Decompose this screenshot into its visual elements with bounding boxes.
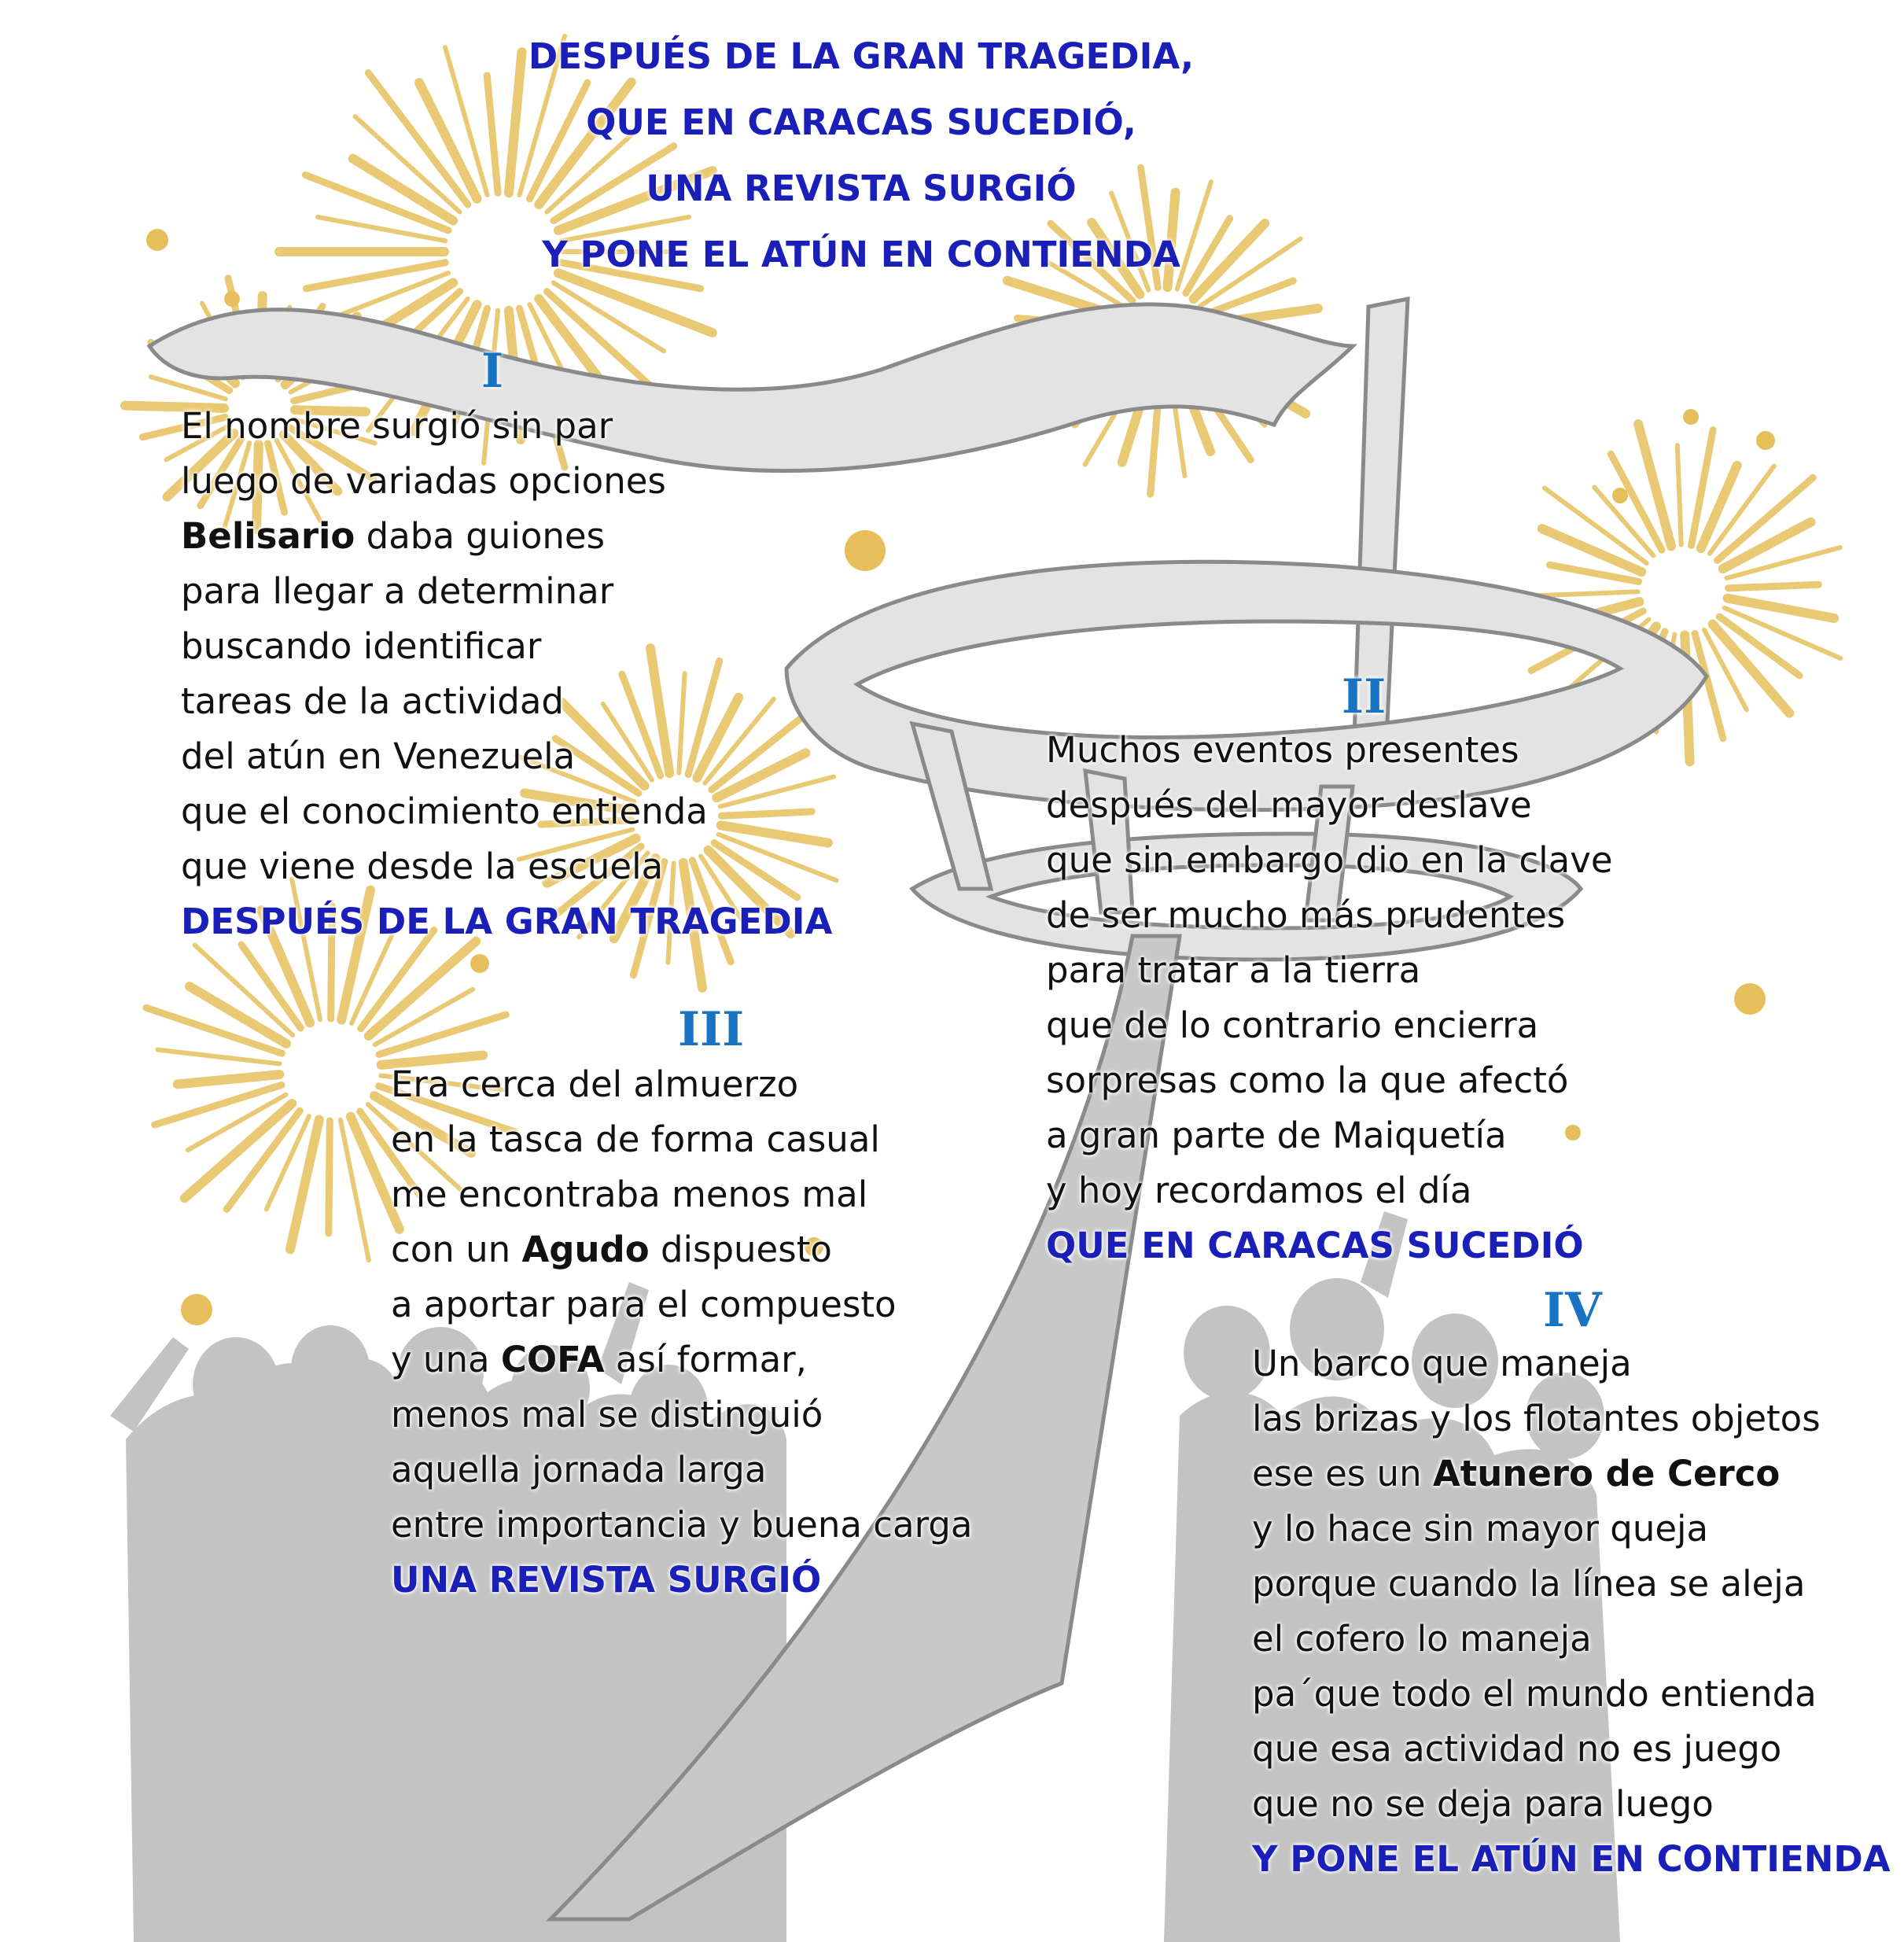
stanza-refrain: QUE EN CARACAS SUCEDIÓ [1046,1225,1584,1266]
verse-text: sorpresas como la que afectó [1046,1059,1569,1101]
stanza-numeral-iv: IV [1543,1283,1602,1338]
verse-line [391,1167,972,1222]
verse-text: aquella jornada larga [391,1449,767,1491]
verse-line [181,454,832,509]
verse-text: que esa actividad no es juego [1252,1728,1782,1770]
verse-line [181,784,832,839]
verse-line [1046,1108,1613,1163]
verse-text: después del mayor deslave [1046,784,1532,826]
verse-line [1252,1336,1891,1391]
verse-text: a aportar para el compuesto [391,1284,897,1325]
verse-text: para llegar a determinar [181,570,614,612]
verse-text: de ser mucho más prudentes [1046,894,1566,936]
stanza-iii [391,1057,972,1608]
verse-line [1252,1446,1891,1502]
confetti-dot [181,1294,212,1325]
intro-line: QUE EN CARACAS SUCEDIÓ, [586,101,1136,143]
verse-line [391,1498,972,1553]
verse-text: con un [391,1229,522,1270]
verse-text: y lo hace sin mayor queja [1252,1508,1709,1550]
verse-text: Era cerca del almuerzo [391,1063,799,1105]
verse-text: Muchos eventos presentes [1046,729,1519,771]
verse-text: a gran parte de Maiquetía [1046,1115,1507,1156]
stanza-ii [1046,723,1613,1273]
verse-text: el cofero lo maneja [1252,1618,1592,1660]
verse-text: buscando identificar [181,625,542,667]
stanza-i [181,399,832,949]
verse-text: ese es un [1252,1453,1433,1494]
verse-line [391,1387,972,1443]
verse-line [1252,1502,1891,1557]
verse-line [391,1222,972,1277]
verse-text: las brizas y los flotantes objetos [1252,1398,1821,1439]
stanza-refrain: DESPUÉS DE LA GRAN TRAGEDIA [181,901,833,942]
verse-line [181,729,832,784]
verse-bold-name: Agudo [521,1229,650,1270]
verse-text: pa´que todo el mundo entienda [1252,1673,1817,1715]
confetti-dot [1683,409,1699,425]
intro-heading [0,24,1722,288]
verse-line [181,564,832,619]
verse-text: que el conocimiento entienda [181,790,708,832]
verse-line [391,1277,972,1332]
verse-text: entre importancia y buena carga [391,1504,973,1546]
verse-text: Un barco que maneja [1252,1343,1632,1384]
verse-line [1252,1667,1891,1722]
verse-text: porque cuando la línea se aleja [1252,1563,1806,1605]
verse-text: que viene desde la escuela [181,846,664,887]
verse-text: que no se deja para luego [1252,1783,1714,1825]
verse-text: daba guiones [355,515,606,557]
verse-text: para tratar a la tierra [1046,949,1421,991]
verse-text: que sin embargo dio en la clave [1046,839,1613,881]
verse-line [1046,1163,1613,1218]
verse-bold-name: Belisario [181,515,355,557]
verse-line [1252,1777,1891,1832]
verse-line [181,399,832,454]
verse-line [1046,723,1613,778]
verse-line [1046,943,1613,998]
verse-line [1046,1053,1613,1108]
verse-line [181,839,832,894]
verse-line [391,1112,972,1167]
verse-text: y una [391,1339,501,1380]
verse-text: que de lo contrario encierra [1046,1004,1539,1046]
stanza-numeral-ii: II [1342,669,1387,724]
verse-line [1046,888,1613,943]
verse-text: así formar, [604,1339,807,1380]
verse-text: en la tasca de forma casual [391,1118,880,1160]
stanza-refrain: Y PONE EL ATÚN EN CONTIENDA [1252,1838,1891,1880]
verse-line [181,674,832,729]
confetti-dot [470,954,489,973]
verse-bold-name: COFA [500,1339,605,1380]
confetti-dot [1756,431,1775,450]
confetti-dot [1612,488,1628,503]
verse-line [391,1332,972,1387]
stanza-iv [1252,1336,1891,1887]
verse-text: dispuesto [649,1229,832,1270]
intro-line: DESPUÉS DE LA GRAN TRAGEDIA, [528,35,1195,77]
verse-text: del atún en Venezuela [181,735,576,777]
stanza-numeral-iii: III [678,1002,745,1057]
verse-text: tareas de la actividad [181,680,564,722]
stanza-numeral-i: I [481,344,504,399]
intro-line: Y PONE EL ATÚN EN CONTIENDA [542,234,1180,275]
confetti-dot [224,291,240,307]
verse-line [1252,1722,1891,1777]
stanza-refrain: UNA REVISTA SURGIÓ [391,1559,822,1601]
verse-line [1046,778,1613,833]
verse-line [1252,1391,1891,1446]
intro-line: UNA REVISTA SURGIÓ [646,168,1077,209]
verse-line [391,1443,972,1498]
verse-line [181,509,832,564]
confetti-dot [1734,983,1766,1015]
verse-line [1046,998,1613,1053]
verse-line [1252,1557,1891,1612]
verse-text: me encontraba menos mal [391,1174,868,1215]
verse-text: y hoy recordamos el día [1046,1170,1472,1211]
verse-bold-name: Atunero de Cerco [1432,1453,1781,1494]
confetti-dot [845,530,886,571]
verse-line [391,1057,972,1112]
verse-text: El nombre surgió sin par [181,405,613,447]
verse-text: luego de variadas opciones [181,460,666,502]
verse-text: menos mal se distinguió [391,1394,823,1435]
verse-line [1252,1612,1891,1667]
verse-line [1046,833,1613,888]
verse-line [181,619,832,674]
